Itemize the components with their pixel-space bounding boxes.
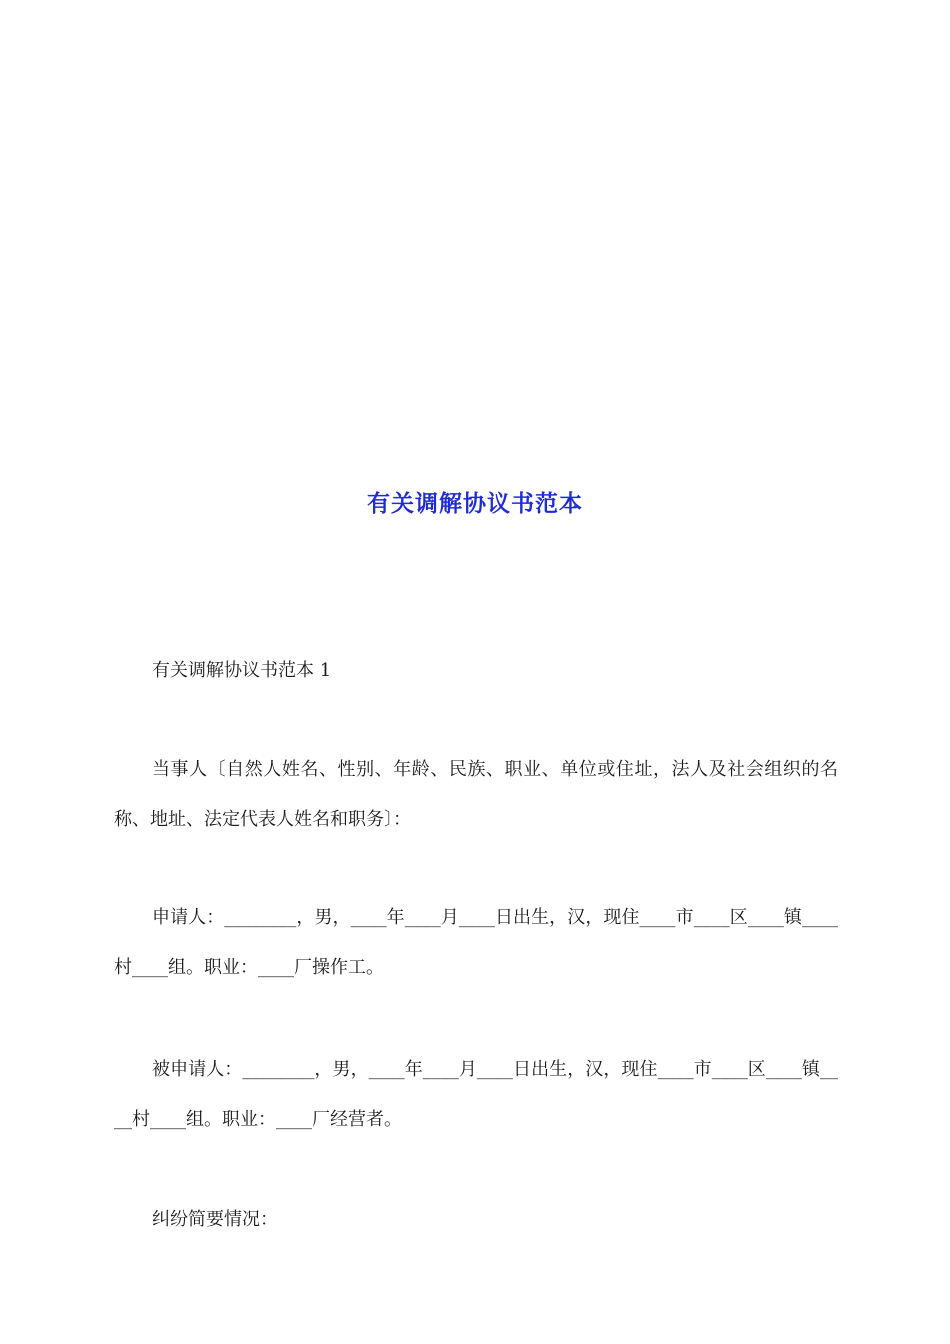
applicant-paragraph: 申请人：________，男，____年____月____日出生，汉，现住____市____区____镇____村____组。职业：____厂操作工。 [114,907,838,978]
parties-intro-paragraph: 当事人〔自然人姓名、性别、年龄、民族、职业、单位或住址，法人及社会组织的名称、地址、法定代表人姓名和职务〕： [114,759,838,830]
dispute-heading: 纠纷简要情况： [152,1209,278,1230]
respondent-paragraph: 被申请人：________，男，____年____月____日出生，汉，现住____市____区____镇____村____组。职业：____厂经营者。 [114,1059,838,1130]
document-title: 有关调解协议书范本 [367,490,583,517]
section-heading: 有关调解协议书范本 1 [152,660,332,681]
